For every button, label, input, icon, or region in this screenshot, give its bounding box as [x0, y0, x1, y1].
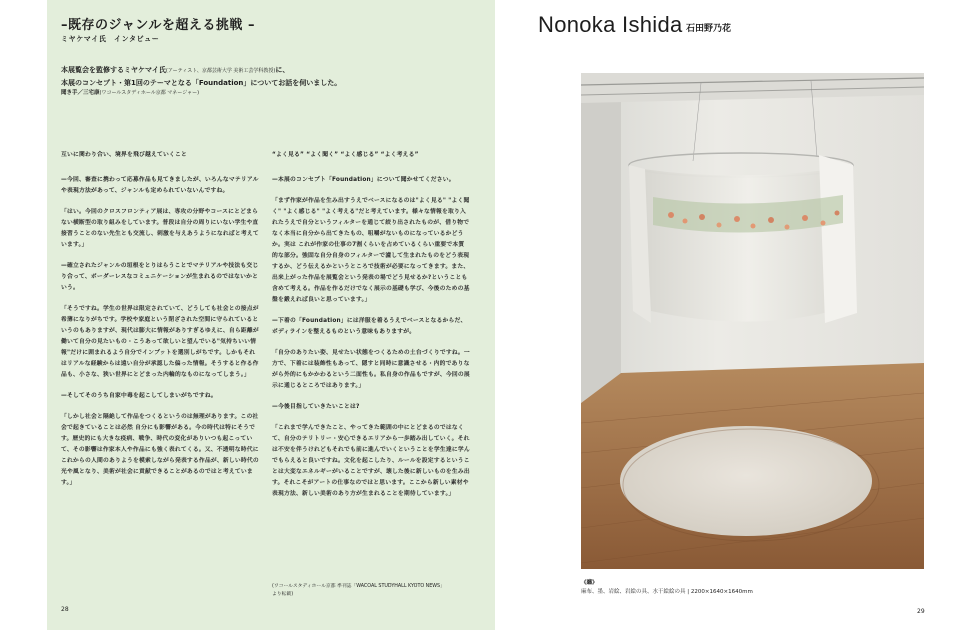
- interview-question: —下着の「Foundation」には洋服を着るうえでベースとなるからだ、ボディラインを整えるものという意味もありますが。: [272, 318, 467, 335]
- article-column-2: [272, 150, 470, 510]
- artist-name: Nonoka Ishida: [538, 12, 683, 37]
- interview-answer: 「これまで学んできたこと、やってきた範囲の中にとどまるのではなくて、自分のテリトリー・安心できるエリアから一歩踏み出していく。それは不安を伴うけれどもそれでも前に進んでいくということを学生達に学んでもらえると良いですね。文化を起こしたり、ルールを設定するということは大変なエネルギーがいることですが、壊した後に新しいものを生み出す。それこそがアートの仕事なのではと思います。ここから新しい素材や表現方法、新しい美術のあり方が生まれることを期待しています。」: [272, 425, 470, 497]
- artwork-photo: [581, 73, 924, 569]
- article-column-1: [61, 150, 259, 499]
- artwork-dimensions: 2200×1640×1640mm: [690, 589, 753, 595]
- interview-answer: 「はい。今回のクロスフロンティア展は、専攻の分野やコースにとどまらない横断型の取り組みをしています。普段は自分の周りにいない学生や直接習うことのない先生とも交流し、刺激を与えあうようになればと考えています。」: [61, 209, 259, 248]
- source-note: [272, 583, 482, 599]
- interview-question: —今回、審査に携わって応募作品も見てきましたが、いろんなマテリアルや表現方法があって、ジャンルも定められていないんですね。: [61, 177, 259, 194]
- lead-paragraph: [61, 64, 481, 89]
- section-heading: “よく見る” “よく聞く” “よく感じる” “よく考える”: [272, 152, 419, 158]
- artwork-materials: 麻布、墨、岩絵、岩絵の具、水干絵絵の具: [581, 589, 686, 595]
- artist-name-japanese: 石田野乃花: [686, 24, 732, 34]
- interview-question: —確立されたジャンルの垣根をとりはらうことでマテリアルや技法も交じり合って、ボーダーレスなコミュニケーションが生まれるのではないかという。: [61, 263, 259, 291]
- interview-question: —今後目指していきたいことは?: [272, 404, 360, 410]
- lead-line-1-small: (アーティスト、京都芸術大学 美術工芸学科教授): [165, 68, 276, 74]
- interviewer-credit: [61, 88, 199, 96]
- lead-line-2: 本展のコンセプト・第1回のテーマとなる「Foundation」についてお話を伺いました。: [61, 79, 342, 87]
- artwork-details: 麻布、墨、岩絵、岩絵の具、水干絵絵の具 | 2200×1640×1640mm: [581, 589, 753, 595]
- page-number-left: 28: [61, 606, 69, 613]
- lead-line-1-a: 本展覧会を監修するミヤケマイ氏: [61, 66, 166, 74]
- credit-main: 聞き手／三宅康: [61, 90, 100, 96]
- artwork-title: 《纏》: [581, 580, 598, 586]
- credit-small: (ワコールスタディホール京都 マネージャー): [99, 90, 200, 96]
- interview-answer: 「まず作家が作品を生み出すうえでベースになるのは"よく見る" "よく聞く" "よく感じる" "よく考える"だと考えています。様々な情報を取り入れたうえで自分というフィルターを通じて絞り出されたものが、借り物でなく本当に自分から出てきたもの、咀嚼がないものになっているかどうか。実は これが作家の仕事の7割くらいを占めているくらい重要で本質的な部分。強固な自分自身のフィルターで濾して生まれたものをどう表現するか、どう伝えるかというところで技術が必要になってきます。また、出来上がった作品を展覧会という発表の場でどう見せるか?ということも含めて考える。作品を作るだけでなく展示の基礎も学び、今後のための基盤を鍛えれば良いと思っています。」: [272, 198, 470, 303]
- hanging-cloth-right: [819, 155, 857, 323]
- source-line-1: (ワコールスタディホール京都 季刊誌「WACOAL STUDYHALL KYOTO NEWS」: [272, 584, 445, 589]
- section-heading: 互いに関わり合い、境界を飛び越えていくこと: [61, 152, 187, 158]
- interview-answer: 「自分のありたい姿、見せたい状態をつくるための土台づくりですね。一方で、下着には装飾性もあって、隠すと同時に意識させる・内的でありながら外的にもかかわるという二面性も。私自身の作品もですが、今回の展示に通じるところではあります。」: [272, 350, 470, 389]
- lead-line-1-b: に、: [275, 66, 290, 74]
- side-wall: [581, 73, 621, 403]
- source-line-2: より転載): [272, 592, 294, 597]
- interview-subtitle: ミヤケマイ氏 インタビュー: [61, 35, 160, 43]
- interview-title: –既存のジャンルを超える挑戦 –: [61, 18, 255, 33]
- lead-line-1: [61, 64, 481, 77]
- interview-question: —そしてそのうち自家中毒を起こしてしまいがちですね。: [61, 393, 217, 399]
- page-number-right: 29: [917, 608, 925, 615]
- left-page: [47, 0, 495, 630]
- interview-question: —本展のコンセプト「Foundation」について聞かせてください。: [272, 177, 455, 183]
- interview-answer: 「そうですね。学生の世界は限定されていて、どうしても社会との接点が希薄になりがちです。学校や家庭という閉ざされた空間に守られているというのもありますが、現代は膨大に情報がありすぎるゆえに、自ら距離が働いて自分の見たいもの・こうあって欲しいと望んでいる"気持ちいい情報"だけに囲まれるよう自分でインプットを選別しがちです。しかもそれはリアルな経験からは遠い自分が承認した偏った情報。そうすると作る作品も、小さな、狭い世界にとどまった内輪的なものになってしまう。」: [61, 306, 259, 378]
- interview-answer: 「しかし社会と隔絶して作品をつくるというのは無理があります。この社会で起きていることは必然 自分にも影響がある。今の時代は特にそうです。歴史的にも大きな疫病、戦争、時代の変化がありいつも起こっていて、その影響は作家本人や作品にも強く表れてくる。又、不透明な時代にこれからの人間のありようを模索しながら発表する作品が、新しい時代の光や風となり、美術が社会に貢献できることがあるのではと考えています。」: [61, 414, 259, 486]
